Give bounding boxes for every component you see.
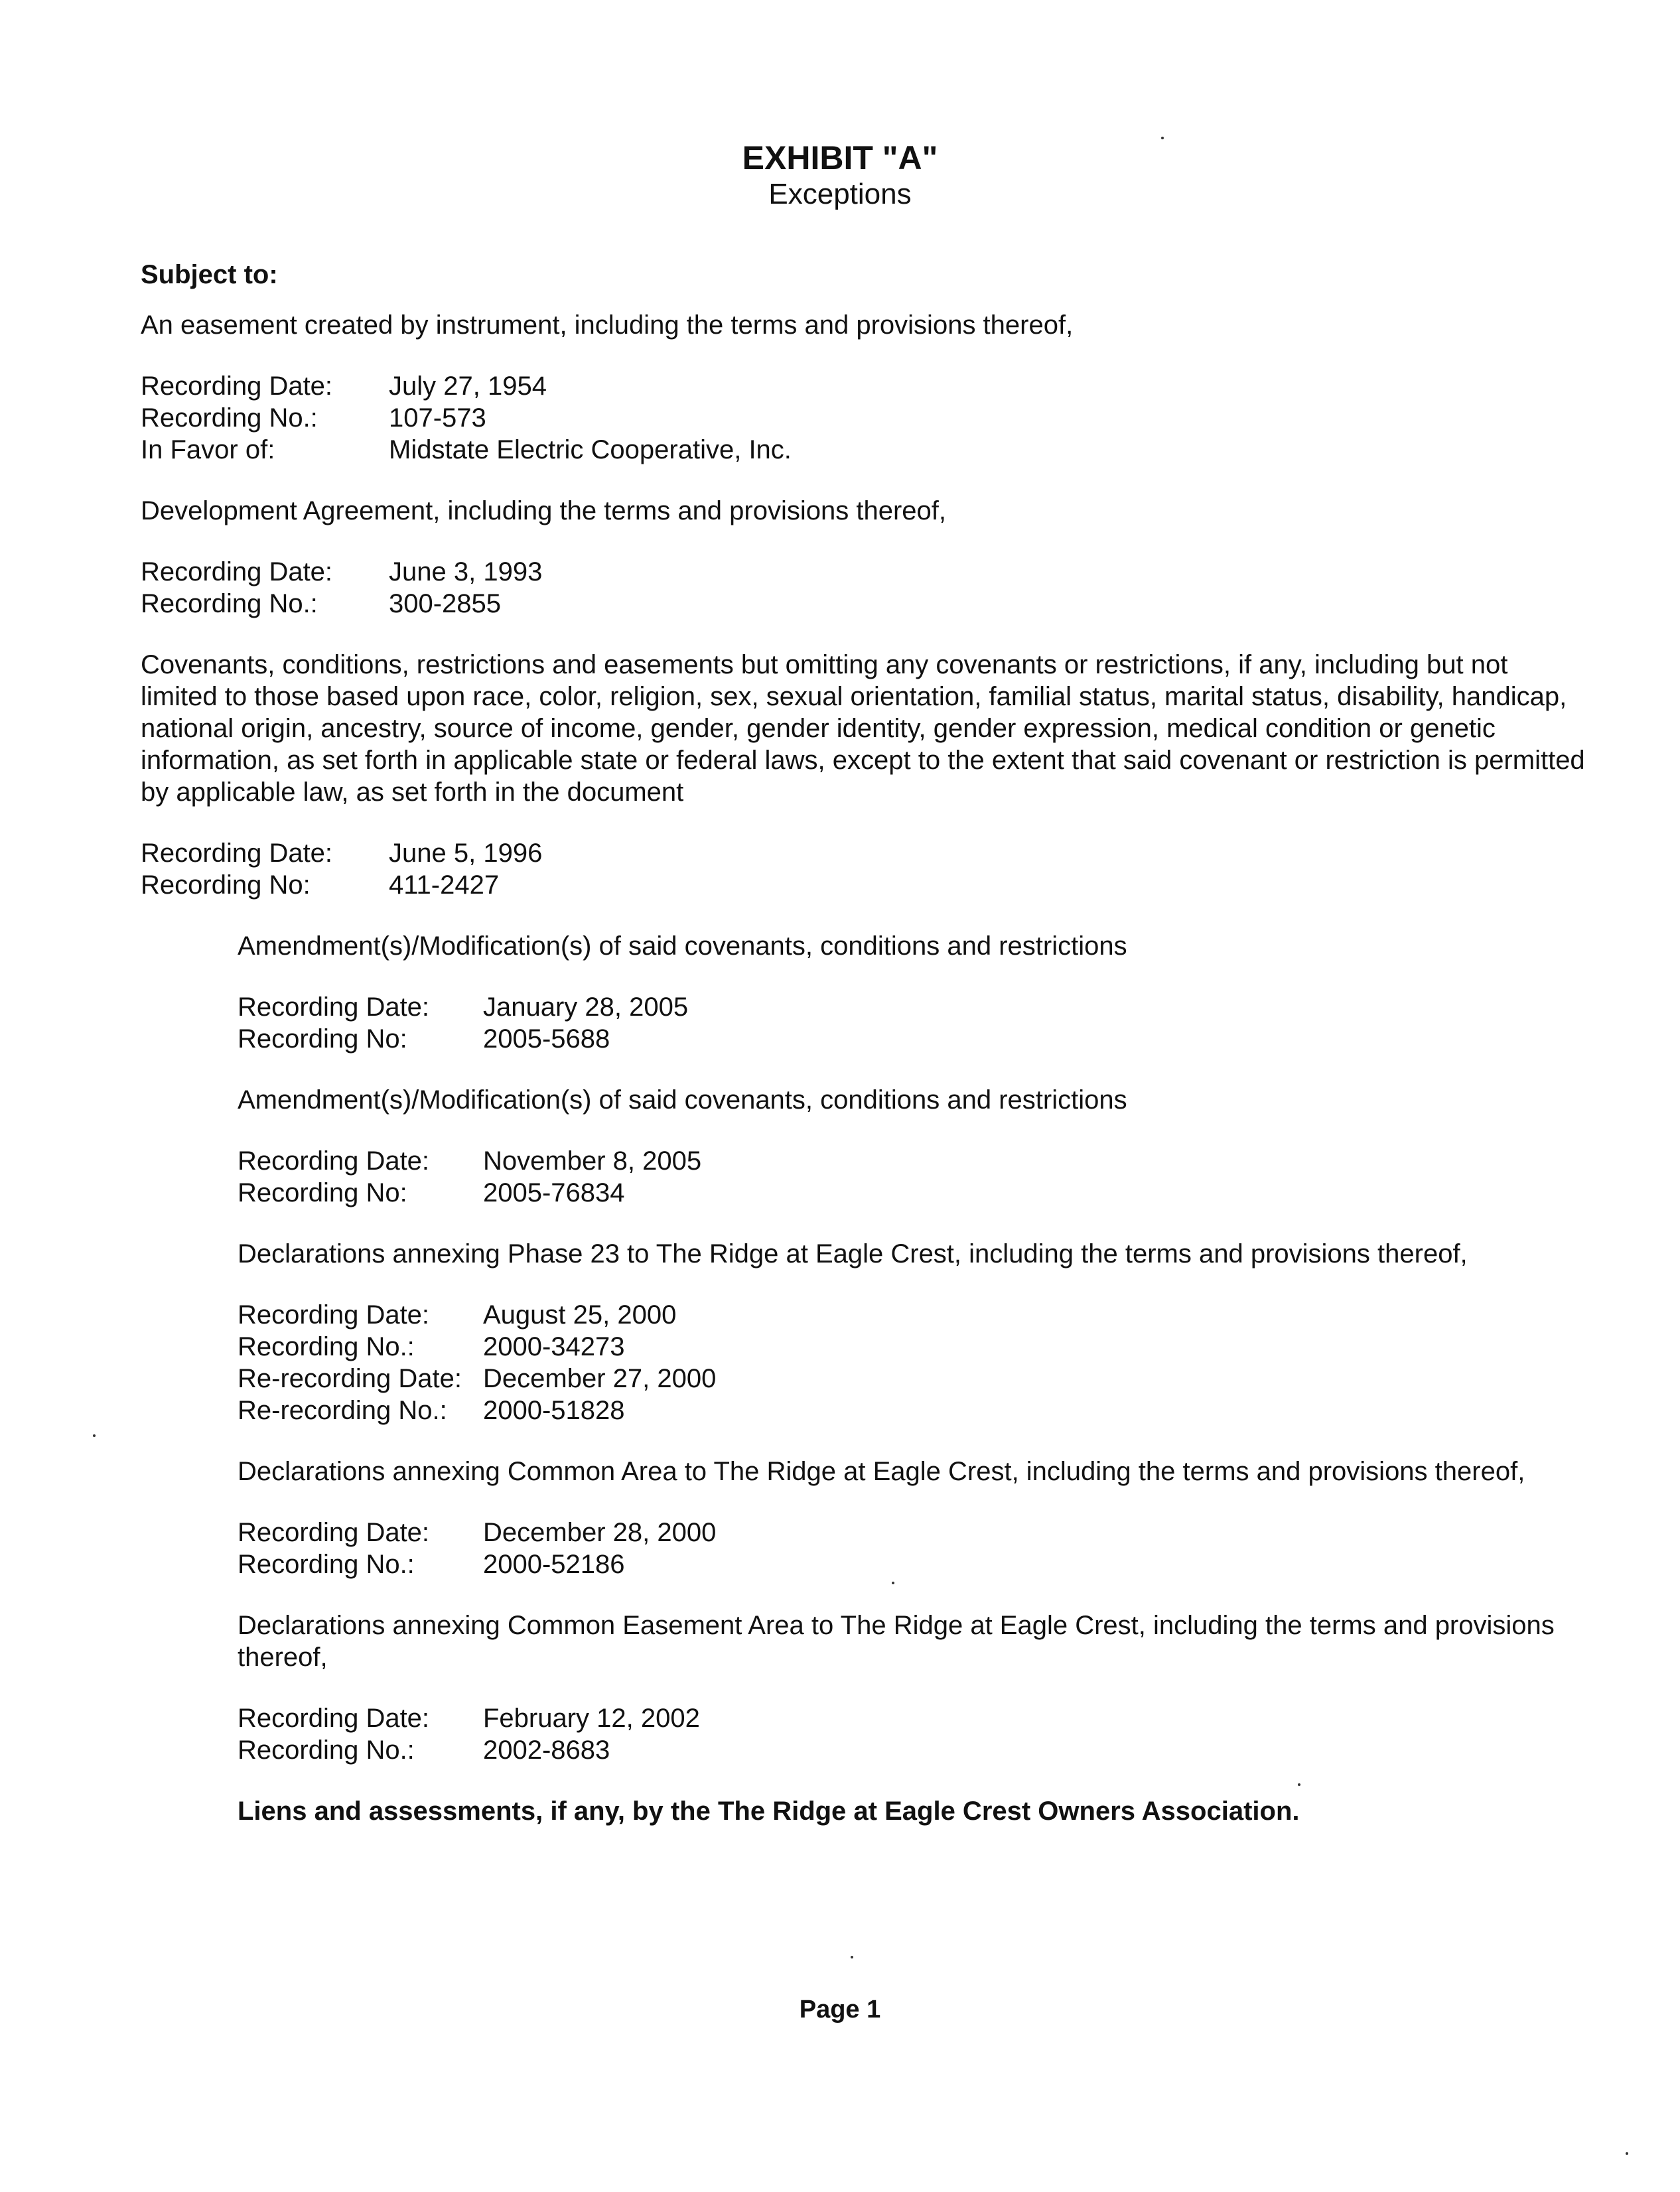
record-label: Recording No.: <box>238 1736 415 1765</box>
record-value: December 27, 2000 <box>483 1364 717 1393</box>
common-area-text: Declarations annexing Common Area to The Ridge at Eagle Crest, including the terms and provisions thereof, <box>238 1457 1525 1486</box>
record-label: Recording Date: <box>141 557 333 586</box>
record-label: Recording No: <box>141 870 311 900</box>
scan-speck <box>1298 1783 1300 1786</box>
record-value: June 5, 1996 <box>389 839 543 868</box>
record-value: August 25, 2000 <box>483 1300 677 1330</box>
record-label: Recording Date: <box>238 1146 430 1176</box>
record-value: February 12, 2002 <box>483 1704 700 1733</box>
record-label: Recording Date: <box>238 1300 430 1330</box>
record-label: In Favor of: <box>141 435 275 464</box>
record-value: Midstate Electric Cooperative, Inc. <box>389 435 792 464</box>
development-text: Development Agreement, including the terms and provisions thereof, <box>141 496 947 525</box>
record-label: Recording Date: <box>141 839 333 868</box>
record-label: Re-recording Date: <box>238 1364 462 1393</box>
subject-heading: Subject to: <box>141 260 278 289</box>
record-value: 2000-52186 <box>483 1550 625 1579</box>
record-label: Recording No: <box>238 1178 407 1207</box>
amendment-records <box>238 991 1587 1055</box>
development-records <box>141 556 1587 620</box>
record-label: Recording Date: <box>238 993 430 1022</box>
record-value: 2000-34273 <box>483 1332 625 1361</box>
record-label: Recording No.: <box>141 589 318 618</box>
covenants-records <box>141 837 1587 901</box>
page-number: Page 1 <box>799 1996 881 2023</box>
exhibit-title: EXHIBIT "A" <box>742 139 938 176</box>
record-value: 2005-76834 <box>483 1178 625 1207</box>
amendment-text: Amendment(s)/Modification(s) of said covenants, conditions and restrictions <box>238 931 1127 961</box>
exceptions-body <box>141 259 1587 1827</box>
amendment-records <box>238 1145 1587 1209</box>
phase23-records <box>238 1299 1587 1426</box>
scan-speck <box>1161 137 1164 139</box>
record-value: 2002-8683 <box>483 1736 610 1765</box>
record-label: Recording No.: <box>141 403 318 433</box>
scan-speck <box>851 1956 853 1958</box>
common-easement-text: Declarations annexing Common Easement Area to The Ridge at Eagle Crest, including the terms and provisions thereof, <box>238 1611 1555 1672</box>
scan-speck <box>892 1582 894 1584</box>
record-label: Re-recording No.: <box>238 1396 447 1425</box>
covenants-text: Covenants, conditions, restrictions and easements but omitting any covenants or restrictions, if any, including but not limited to those based upon race, color, religion, sex, sexual orientation, familial status, marital status, disability, handicap, national origin, ancestry, source of income, gender, gender identity, gender expression, medical condition or genetic information, as set forth in applicable state or federal laws, except to the extent that said covenant or restriction is permitted by applicable law, as set forth in the document <box>141 650 1585 807</box>
record-value: January 28, 2005 <box>483 993 689 1022</box>
phase23-text: Declarations annexing Phase 23 to The Ridge at Eagle Crest, including the terms and provisions thereof, <box>238 1239 1468 1268</box>
scan-speck <box>1626 2152 1628 2155</box>
document-header <box>0 139 1680 211</box>
record-value: July 27, 1954 <box>389 372 547 401</box>
record-value: November 8, 2005 <box>483 1146 702 1176</box>
record-value: 411-2427 <box>389 870 500 900</box>
easement-text: An easement created by instrument, including the terms and provisions thereof, <box>141 310 1074 340</box>
easement-records <box>141 370 1587 466</box>
exhibit-subtitle: Exceptions <box>768 178 912 210</box>
record-label: Recording No.: <box>238 1332 415 1361</box>
record-value: June 3, 1993 <box>389 557 543 586</box>
record-label: Recording No.: <box>238 1550 415 1579</box>
record-value: 2000-51828 <box>483 1396 625 1425</box>
amendment-text: Amendment(s)/Modification(s) of said covenants, conditions and restrictions <box>238 1085 1127 1115</box>
record-label: Recording Date: <box>141 372 333 401</box>
record-label: Recording No: <box>238 1024 407 1054</box>
common-easement-records <box>238 1702 1587 1766</box>
record-value: 300-2855 <box>389 589 502 618</box>
indented-section <box>238 930 1587 1827</box>
liens-statement: Liens and assessments, if any, by the The Ridge at Eagle Crest Owners Association. <box>238 1797 1300 1826</box>
record-value: 2005-5688 <box>483 1024 610 1054</box>
scan-speck <box>93 1434 96 1437</box>
common-area-records <box>238 1517 1587 1580</box>
record-value: December 28, 2000 <box>483 1518 717 1547</box>
record-label: Recording Date: <box>238 1518 430 1547</box>
record-value: 107-573 <box>389 403 486 433</box>
record-label: Recording Date: <box>238 1704 430 1733</box>
